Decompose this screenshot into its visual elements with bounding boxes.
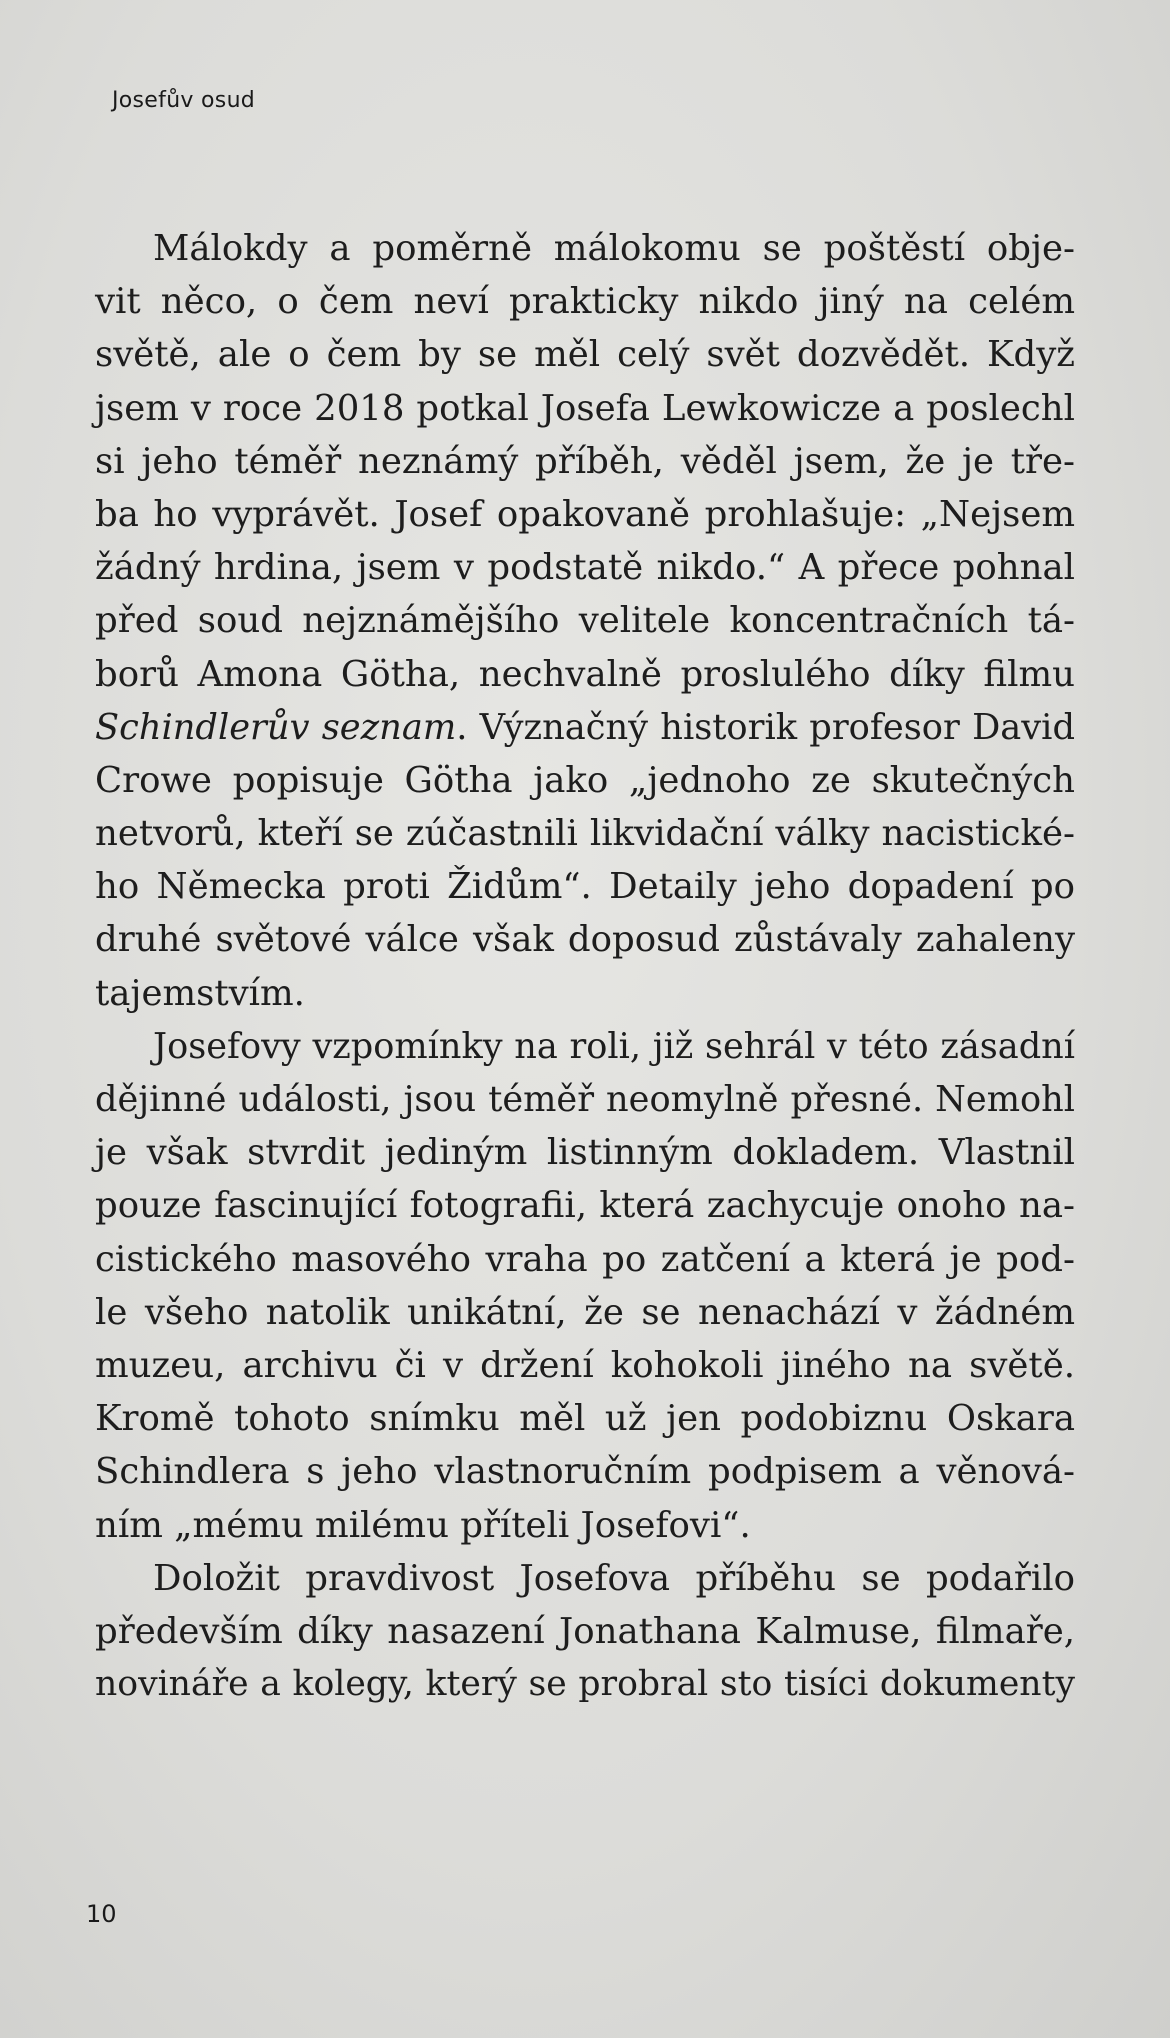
text-line: Kromě tohoto snímku měl už jen podobiznu Oskara xyxy=(95,1398,1075,1440)
text-line: ním „mému milému příteli Josefovi“. xyxy=(95,1504,751,1546)
text-line: dějinné události, jsou téměř neomylně přesné. Nemohl xyxy=(95,1079,1075,1120)
text-line: borů Amona Götha, nechvalně proslulého díky filmu xyxy=(95,653,1075,695)
text-line: vit něco, o čem neví prakticky nikdo jiný na celém xyxy=(95,281,1075,323)
text-line: le všeho natolik unikátní, že se nenachází v žádném xyxy=(95,1291,1075,1333)
text-line: před soud nejznámějšího velitele koncentračních tá- xyxy=(95,600,1075,642)
text-line: netvorů, kteří se zúčastnili likvidační války nacistické- xyxy=(95,813,1075,855)
text-line: muzeu, archivu či v držení kohokoli jiného na světě. xyxy=(95,1344,1075,1386)
text-line: pouze fascinující fotografii, která zachycuje onoho na- xyxy=(95,1185,1075,1227)
text-line: cistického masového vraha po zatčení a která je pod- xyxy=(95,1238,1075,1280)
paragraph-3 xyxy=(95,1552,1075,1712)
text-line: Josefovy vzpomínky na roli, již sehrál v této zásadní xyxy=(153,1025,1075,1067)
text-line-with-title xyxy=(95,701,1075,754)
running-header: Josefův osud xyxy=(112,88,256,113)
text-line: Málokdy a poměrně málokomu se poštěstí obje- xyxy=(153,228,1075,269)
paragraph-2 xyxy=(95,1020,1075,1552)
text-line: ho Německa proti Židům“. Detaily jeho dopadení po xyxy=(95,866,1075,908)
text-line: novináře a kolegy, který se probral sto tisíci dokumenty xyxy=(95,1664,1075,1705)
page-number: 10 xyxy=(86,1900,117,1928)
text-fragment: . Význačný historik profesor David xyxy=(456,706,1075,748)
text-line: Schindlera s jeho vlastnoručním podpisem a věnová- xyxy=(95,1451,1075,1493)
text-line: druhé světové válce však doposud zůstávaly zahaleny xyxy=(95,919,1075,961)
text-line: Crowe popisuje Götha jako „jednoho ze skutečných xyxy=(95,759,1075,801)
text-line: si jeho téměř neznámý příběh, věděl jsem, že je tře- xyxy=(95,440,1075,482)
text-line: Doložit pravdivost Josefova příběhu se podařilo xyxy=(153,1557,1075,1599)
text-line: je však stvrdit jediným listinným dokladem. Vlastnil xyxy=(95,1132,1075,1174)
text-line: především díky nasazení Jonathana Kalmuse, filmaře, xyxy=(95,1610,1075,1652)
text-line: ba ho vyprávět. Josef opakovaně prohlašuje: „Nejsem xyxy=(95,493,1075,535)
text-line: žádný hrdina, jsem v podstatě nikdo.“ A přece pohnal xyxy=(95,547,1075,589)
text-line: jsem v roce 2018 potkal Josefa Lewkowicze a poslechl xyxy=(95,387,1075,429)
book-title: Schindlerův seznam xyxy=(95,706,457,748)
paragraph-1 xyxy=(95,222,1075,1020)
body-text xyxy=(95,222,1075,1711)
text-line: světě, ale o čem by se měl celý svět dozvědět. Když xyxy=(95,334,1075,376)
text-line: tajemstvím. xyxy=(95,972,305,1014)
